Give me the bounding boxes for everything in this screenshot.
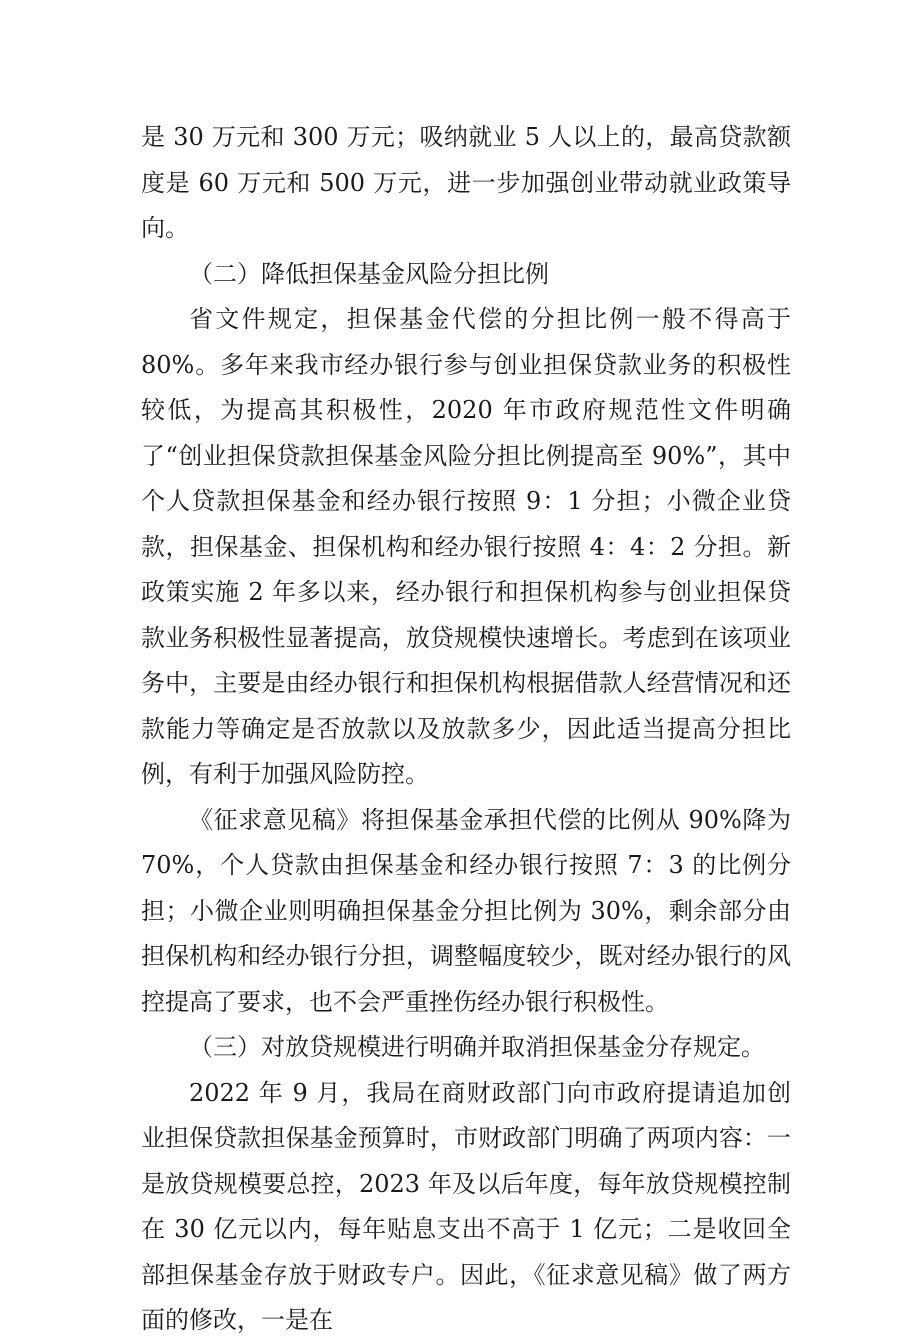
paragraph-loan-scale: 2022 年 9 月，我局在商财政部门向市政府提请追加创业担保贷款担保基金预算时，市财政部门明确了两项内容：一是放贷规模要总控，2023 年及以后年度，每年放贷规模控制在 30 亿元以内，每年贴息支出不高于 1 亿元；二是收回全部担保基金存放于财政专户。因此，《征求意见稿》做了两方面的修改，一是在 xyxy=(141,1078,791,1334)
section-heading-2: （二）降低担保基金风险分担比例 xyxy=(189,259,549,288)
document-body xyxy=(141,115,791,1344)
section-heading-3: （三）对放贷规模进行明确并取消担保基金分存规定。 xyxy=(189,1033,765,1061)
paragraph-risk-sharing: 省文件规定，担保基金代偿的分担比例一般不得高于 80%。多年来我市经办银行参与创业担保贷款业务的积极性较低，为提高其积极性，2020 年市政府规范性文件明确了“创业担保贷款担保基金风险分担比例提高至 90%”，其中个人贷款担保基金和经办银行按照 9：1 分担；小微企业贷款，担保基金、担保机构和经办银行按照 4：4：2 分担。新政策实施 2 年多以来，经办银行和担保机构参与创业担保贷款业务积极性显著提高，放贷规模快速增长。考虑到在该项业务中，主要是由经办银行和担保机构根据借款人经营情况和还款能力等确定是否放款以及放款多少，因此适当提高分担比例，有利于加强风险防控。 xyxy=(141,305,791,788)
paragraph-draft-adjustment: 《征求意见稿》将担保基金承担代偿的比例从 90%降为 70%，个人贷款由担保基金和经办银行按照 7：3 的比例分担；小微企业则明确担保基金分担比例为 30%，剩余部分由担保机构和经办银行分担，调整幅度较少，既对经办银行的风控提高了要求，也不会严重挫伤经办银行积极性。 xyxy=(141,805,791,1016)
paragraph-loan-limits: 是 30 万元和 300 万元；吸纳就业 5 人以上的，最高贷款额度是 60 万元和 500 万元，进一步加强创业带动就业政策导向。 xyxy=(141,123,791,242)
